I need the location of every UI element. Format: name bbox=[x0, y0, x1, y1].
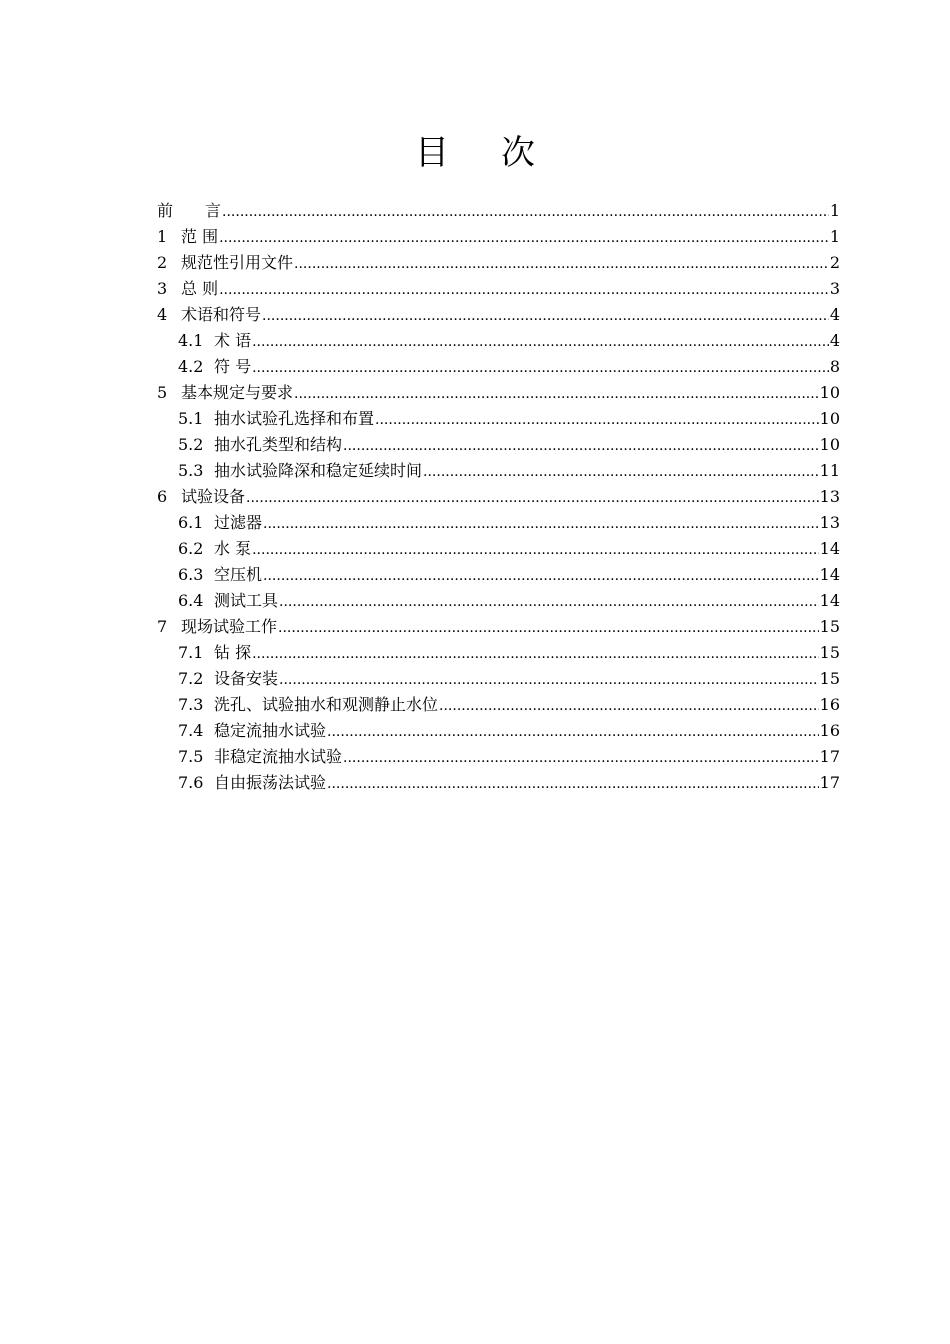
toc-entry-page-number: 14 bbox=[819, 539, 840, 558]
toc-subsection-entry[interactable] bbox=[157, 562, 840, 588]
toc-entry-page-number: 14 bbox=[819, 565, 840, 584]
toc-entry-title: 范 围 bbox=[181, 227, 219, 246]
toc-entry-number: 5 bbox=[157, 383, 168, 402]
toc-subsection-entry[interactable] bbox=[157, 406, 840, 432]
toc-entry-page-number: 1 bbox=[829, 201, 840, 220]
toc-dot-leader bbox=[262, 303, 829, 329]
toc-entry-page-number: 15 bbox=[819, 669, 840, 688]
toc-dot-leader bbox=[278, 615, 819, 641]
toc-subsection-entry[interactable] bbox=[157, 432, 840, 458]
toc-entry-title: 抽水孔类型和结构 bbox=[214, 435, 343, 454]
toc-subsection-entry[interactable] bbox=[157, 536, 840, 562]
toc-entry-number: 7.5 bbox=[178, 747, 204, 766]
toc-dot-leader bbox=[252, 537, 819, 563]
toc-subsection-entry[interactable] bbox=[157, 770, 840, 796]
toc-entry-title: 术 语 bbox=[214, 331, 252, 350]
toc-entry-page-number: 4 bbox=[829, 305, 840, 324]
toc-dot-leader bbox=[423, 459, 819, 485]
toc-entry-number: 6.2 bbox=[178, 539, 204, 558]
toc-section-entry[interactable] bbox=[157, 380, 840, 406]
toc-section-entry[interactable] bbox=[157, 614, 840, 640]
toc-dot-leader bbox=[294, 381, 819, 407]
toc-entry-title: 自由振荡法试验 bbox=[214, 773, 327, 792]
toc-entry-page-number: 2 bbox=[829, 253, 840, 272]
toc-entry-title: 前 言 bbox=[157, 201, 222, 220]
toc-dot-leader bbox=[263, 511, 819, 537]
toc-dot-leader bbox=[263, 563, 819, 589]
toc-dot-leader bbox=[219, 225, 829, 251]
toc-entry-page-number: 3 bbox=[829, 279, 840, 298]
toc-section-entry[interactable] bbox=[157, 198, 840, 224]
toc-entry-number: 7.6 bbox=[178, 773, 204, 792]
toc-subsection-entry[interactable] bbox=[157, 588, 840, 614]
toc-entry-title: 基本规定与要求 bbox=[181, 383, 294, 402]
toc-entry-page-number: 8 bbox=[829, 357, 840, 376]
toc-entry-title: 水 泵 bbox=[214, 539, 252, 558]
toc-entry-page-number: 16 bbox=[819, 695, 840, 714]
toc-entry-number: 6.1 bbox=[178, 513, 204, 532]
toc-entry-title: 空压机 bbox=[214, 565, 263, 584]
toc-entry-number: 6.4 bbox=[178, 591, 204, 610]
toc-entry-page-number: 15 bbox=[819, 643, 840, 662]
toc-entry-number: 6 bbox=[157, 487, 168, 506]
page-title bbox=[0, 130, 950, 176]
toc-subsection-entry[interactable] bbox=[157, 666, 840, 692]
toc-subsection-entry[interactable] bbox=[157, 692, 840, 718]
table-of-contents bbox=[157, 198, 840, 796]
toc-subsection-entry[interactable] bbox=[157, 510, 840, 536]
toc-entry-page-number: 13 bbox=[819, 513, 840, 532]
toc-entry-page-number: 14 bbox=[819, 591, 840, 610]
toc-entry-number: 6.3 bbox=[178, 565, 204, 584]
toc-entry-page-number: 11 bbox=[819, 461, 840, 480]
toc-entry-title: 符 号 bbox=[214, 357, 252, 376]
toc-entry-number: 4.1 bbox=[178, 331, 204, 350]
toc-dot-leader bbox=[343, 433, 819, 459]
toc-entry-title: 抽水试验孔选择和布置 bbox=[214, 409, 375, 428]
toc-entry-title: 现场试验工作 bbox=[181, 617, 278, 636]
toc-entry-title: 测试工具 bbox=[214, 591, 279, 610]
toc-dot-leader bbox=[279, 667, 819, 693]
toc-entry-page-number: 10 bbox=[819, 383, 840, 402]
toc-entry-number: 2 bbox=[157, 253, 168, 272]
toc-entry-page-number: 15 bbox=[819, 617, 840, 636]
toc-dot-leader bbox=[294, 251, 829, 277]
title-char-2: 次 bbox=[501, 133, 535, 173]
toc-entry-title: 非稳定流抽水试验 bbox=[214, 747, 343, 766]
toc-entry-number: 7.1 bbox=[178, 643, 204, 662]
toc-entry-title: 稳定流抽水试验 bbox=[214, 721, 327, 740]
toc-entry-page-number: 10 bbox=[819, 409, 840, 428]
toc-entry-title: 抽水试验降深和稳定延续时间 bbox=[214, 461, 423, 480]
toc-subsection-entry[interactable] bbox=[157, 354, 840, 380]
toc-entry-title: 过滤器 bbox=[214, 513, 263, 532]
toc-entry-title: 试验设备 bbox=[181, 487, 246, 506]
toc-entry-number: 7 bbox=[157, 617, 168, 636]
toc-entry-page-number: 17 bbox=[819, 773, 840, 792]
toc-entry-number: 5.3 bbox=[178, 461, 204, 480]
toc-entry-title: 总 则 bbox=[181, 279, 219, 298]
toc-entry-number: 1 bbox=[157, 227, 168, 246]
toc-entry-number: 5.2 bbox=[178, 435, 204, 454]
toc-entry-number: 7.4 bbox=[178, 721, 204, 740]
toc-dot-leader bbox=[279, 589, 819, 615]
toc-entry-page-number: 13 bbox=[819, 487, 840, 506]
toc-dot-leader bbox=[252, 641, 819, 667]
toc-entry-page-number: 16 bbox=[819, 721, 840, 740]
toc-dot-leader bbox=[343, 745, 819, 771]
toc-section-entry[interactable] bbox=[157, 276, 840, 302]
toc-entry-page-number: 4 bbox=[829, 331, 840, 350]
toc-subsection-entry[interactable] bbox=[157, 458, 840, 484]
toc-entry-title: 钻 探 bbox=[214, 643, 252, 662]
toc-dot-leader bbox=[375, 407, 819, 433]
toc-subsection-entry[interactable] bbox=[157, 718, 840, 744]
toc-entry-page-number: 10 bbox=[819, 435, 840, 454]
toc-entry-number: 4 bbox=[157, 305, 168, 324]
toc-dot-leader bbox=[252, 329, 829, 355]
toc-section-entry[interactable] bbox=[157, 484, 840, 510]
toc-entry-number: 7.2 bbox=[178, 669, 204, 688]
toc-dot-leader bbox=[219, 277, 829, 303]
toc-entry-title: 洗孔、试验抽水和观测静止水位 bbox=[214, 695, 439, 714]
toc-dot-leader bbox=[327, 719, 819, 745]
toc-dot-leader bbox=[439, 693, 819, 719]
toc-subsection-entry[interactable] bbox=[157, 744, 840, 770]
toc-section-entry[interactable] bbox=[157, 224, 840, 250]
toc-entry-title: 规范性引用文件 bbox=[181, 253, 294, 272]
toc-subsection-entry[interactable] bbox=[157, 640, 840, 666]
toc-dot-leader bbox=[327, 771, 819, 797]
toc-entry-title: 术语和符号 bbox=[181, 305, 262, 324]
toc-entry-title: 设备安装 bbox=[214, 669, 279, 688]
toc-entry-number: 5.1 bbox=[178, 409, 204, 428]
toc-dot-leader bbox=[222, 199, 829, 225]
title-char-1: 目 bbox=[415, 133, 449, 173]
toc-section-entry[interactable] bbox=[157, 250, 840, 276]
toc-entry-page-number: 17 bbox=[819, 747, 840, 766]
toc-entry-number: 4.2 bbox=[178, 357, 204, 376]
toc-entry-number: 7.3 bbox=[178, 695, 204, 714]
toc-entry-number: 3 bbox=[157, 279, 168, 298]
toc-entry-page-number: 1 bbox=[829, 227, 840, 246]
toc-section-entry[interactable] bbox=[157, 302, 840, 328]
toc-dot-leader bbox=[252, 355, 829, 381]
toc-dot-leader bbox=[246, 485, 819, 511]
toc-subsection-entry[interactable] bbox=[157, 328, 840, 354]
